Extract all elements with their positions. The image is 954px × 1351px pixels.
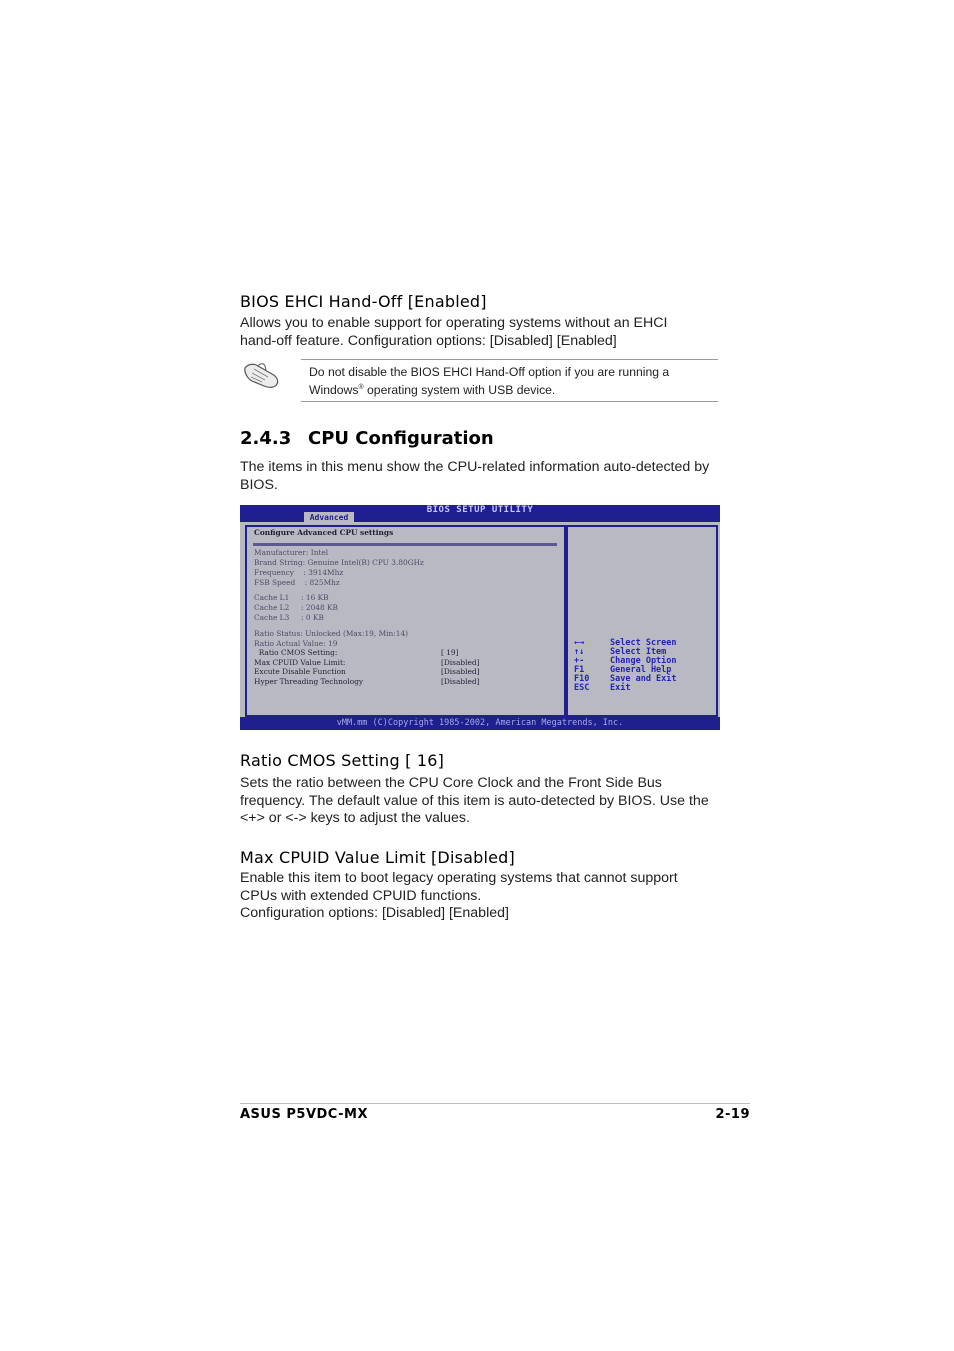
cpuid-line-1: Enable this item to boot legacy operating systems that cannot support	[240, 870, 678, 886]
ehci-description	[240, 315, 740, 350]
bios-cache-l2: Cache L2 : 2048 KB	[254, 603, 338, 612]
note-text	[309, 365, 717, 398]
bios-cache-l3: Cache L3 : 0 KB	[254, 613, 324, 622]
ehci-heading: BIOS EHCI Hand-Off [Enabled]	[240, 292, 487, 311]
f1-key: F1	[574, 665, 585, 675]
note-line-1: Do not disable the BIOS EHCI Hand-Off option if you are running a	[309, 365, 670, 379]
cpuid-description	[240, 870, 740, 923]
bios-ratio-actual: Ratio Actual Value: 19	[254, 639, 338, 648]
bios-setting-execute-disable-value[interactable]: [Disabled]	[441, 667, 480, 676]
note-hand-icon	[242, 360, 282, 390]
cpu-config-description	[240, 459, 740, 494]
bios-tab-advanced[interactable]: Advanced	[304, 512, 354, 523]
ratio-line-1: Sets the ratio between the CPU Core Clock and the Front Side Bus	[240, 775, 662, 791]
bios-info-brand: Brand String: Genuine Intel(R) CPU 3.80GHz	[254, 558, 424, 567]
bios-setting-max-cpuid-value[interactable]: [Disabled]	[441, 658, 480, 667]
note-bottom-rule	[301, 401, 718, 402]
ehci-line-2: hand-off feature. Configuration options: [Disabled] [Enabled]	[240, 332, 617, 349]
cpuid-heading: Max CPUID Value Limit [Disabled]	[240, 848, 515, 867]
f10-key: F10	[574, 674, 590, 684]
plus-minus-key: +-	[574, 656, 585, 666]
footer-rule	[240, 1103, 750, 1104]
ratio-description	[240, 775, 740, 828]
note-registered-mark: ®	[358, 384, 364, 391]
bios-separator	[253, 543, 557, 546]
bios-help-change-option: +- Change Option	[574, 656, 677, 666]
bios-cache-l1: Cache L1 : 16 KB	[254, 593, 329, 602]
cpu-config-heading	[240, 428, 494, 449]
bios-info-manufacturer: Manufacturer: Intel	[254, 548, 329, 557]
note-line-2-rest: operating system with USB device.	[363, 383, 556, 398]
footer-page-number: 2-19	[715, 1107, 750, 1122]
arrow-left-right-icon: ←→	[574, 638, 585, 648]
bios-screenshot	[240, 505, 720, 730]
cpu-line-1: The items in this menu show the CPU-related information auto-detected by	[240, 459, 710, 475]
ehci-line-1: Allows you to enable support for operating systems without an EHCI	[240, 315, 668, 331]
bios-ratio-status: Ratio Status: Unlocked (Max:19, Min:14)	[254, 629, 409, 638]
bios-copyright-bar: vMM.mm (C)Copyright 1985-2002, American Megatrends, Inc.	[240, 717, 720, 730]
arrow-up-down-icon: ↑↓	[574, 647, 585, 657]
bios-info-frequency: Frequency : 3914Mhz	[254, 568, 344, 577]
note-windows: Windows	[309, 383, 359, 398]
bios-setting-max-cpuid-label[interactable]: Max CPUID Value Limit:	[254, 658, 346, 667]
note-line-2	[309, 380, 717, 398]
bios-setting-ratio-cmos-value[interactable]: [ 19]	[441, 648, 459, 657]
section-number: 2.4.3	[240, 428, 292, 449]
footer-product-name: ASUS P5VDC-MX	[240, 1107, 368, 1122]
ratio-heading: Ratio CMOS Setting [ 16]	[240, 751, 445, 770]
note-top-rule	[301, 359, 718, 360]
section-title: CPU Configuration	[308, 428, 494, 449]
bios-setting-execute-disable-label[interactable]: Excute Disable Function	[254, 667, 346, 676]
ratio-line-3: <+> or <-> keys to adjust the values.	[240, 810, 470, 826]
cpu-line-2: BIOS.	[240, 476, 278, 493]
bios-setting-ratio-cmos-label[interactable]: Ratio CMOS Setting:	[254, 648, 338, 657]
ratio-line-2: frequency. The default value of this item is auto-detected by BIOS. Use the	[240, 792, 709, 809]
bios-panel-header: Configure Advanced CPU settings	[254, 528, 394, 537]
bios-help-general-help: F1 General Help	[574, 665, 672, 675]
cpuid-line-2: CPUs with extended CPUID functions.	[240, 887, 482, 904]
bios-help-select-screen: ←→ Select Screen	[574, 638, 677, 648]
bios-help-save-exit: F10 Save and Exit	[574, 674, 677, 684]
bios-title: BIOS SETUP UTILITY	[426, 505, 534, 515]
cpuid-line-3: Configuration options: [Disabled] [Enabled]	[240, 905, 509, 921]
bios-setting-hyper-threading-value[interactable]: [Disabled]	[441, 677, 480, 686]
bios-info-fsb: FSB Speed : 825Mhz	[254, 578, 340, 587]
bios-setting-hyper-threading-label[interactable]: Hyper Threading Technology	[254, 677, 364, 686]
bios-help-select-item: ↑↓ Select Item	[574, 647, 667, 657]
bios-help-exit: ESC Exit	[574, 683, 631, 693]
esc-key: ESC	[574, 683, 590, 693]
